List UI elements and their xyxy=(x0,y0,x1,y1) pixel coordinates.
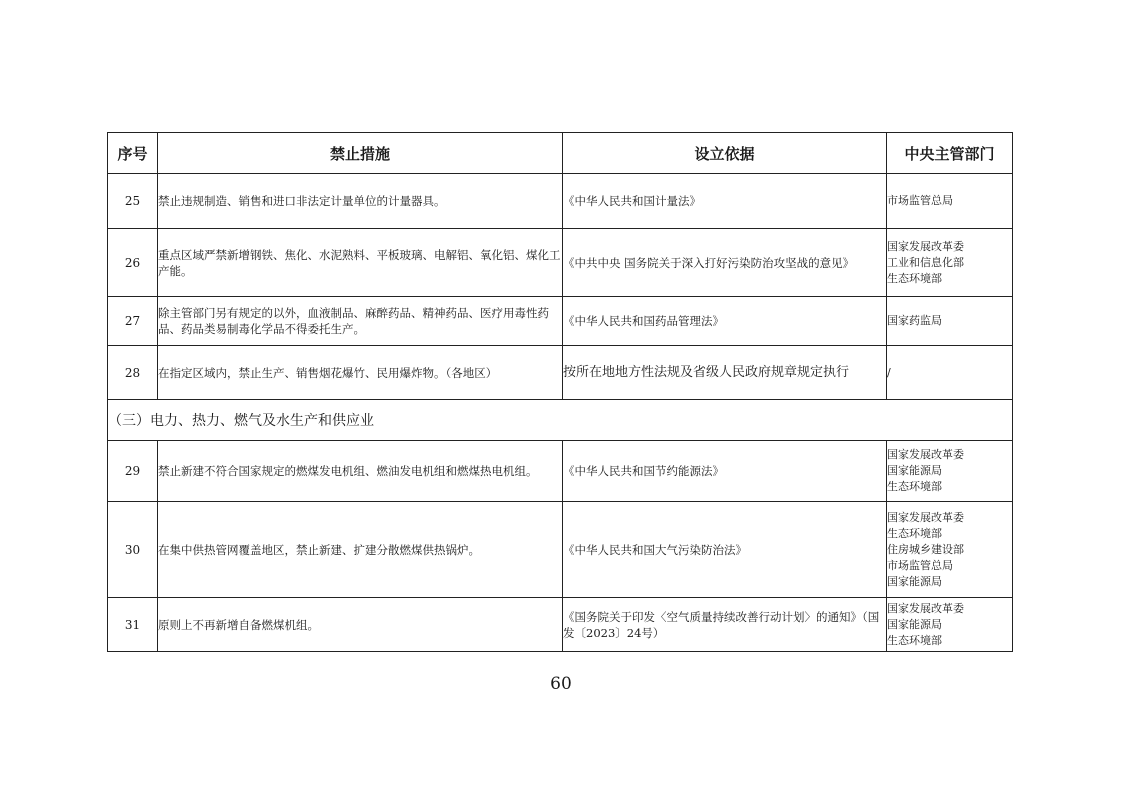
row-no: 30 xyxy=(108,502,158,598)
row-no: 28 xyxy=(108,346,158,400)
section-row xyxy=(108,400,1013,441)
row-measure: 禁止新建不符合国家规定的燃煤发电机组、燃油发电机组和燃煤热电机组。 xyxy=(158,441,563,502)
dept-item: 国家发展改革委 xyxy=(887,239,964,253)
row-dept xyxy=(887,441,1013,502)
row-dept xyxy=(887,297,1013,346)
row-dept xyxy=(887,502,1013,598)
dept-item: 国家发展改革委 xyxy=(887,510,964,524)
row-measure: 原则上不再新增自备燃煤机组。 xyxy=(158,598,563,652)
row-basis: 《中共中央 国务院关于深入打好污染防治攻坚战的意见》 xyxy=(563,229,887,297)
regulation-table xyxy=(107,132,1013,652)
page-number: 60 xyxy=(550,674,572,694)
table-row xyxy=(108,229,1013,297)
dept-item: 市场监管总局 xyxy=(887,194,953,207)
dept-item: 生态环境部 xyxy=(887,526,942,540)
dept-item: 国家发展改革委 xyxy=(887,601,964,615)
dept-item: 国家能源局 xyxy=(887,617,942,631)
row-dept xyxy=(887,598,1013,652)
row-measure: 在指定区域内，禁止生产、销售烟花爆竹、民用爆炸物。（各地区） xyxy=(158,346,563,400)
row-basis: 按所在地地方性法规及省级人民政府规章规定执行 xyxy=(563,346,887,400)
table-row xyxy=(108,297,1013,346)
row-measure: 在集中供热管网覆盖地区，禁止新建、扩建分散燃煤供热锅炉。 xyxy=(158,502,563,598)
row-basis: 《中华人民共和国药品管理法》 xyxy=(563,297,887,346)
table-row xyxy=(108,502,1013,598)
row-dept xyxy=(887,229,1013,297)
row-dept xyxy=(887,174,1013,229)
row-basis: 《中华人民共和国计量法》 xyxy=(563,174,887,229)
row-measure: 除主管部门另有规定的以外，血液制品、麻醉药品、精神药品、医疗用毒性药品、药品类易制毒化学品不得委托生产。 xyxy=(158,297,563,346)
row-dept xyxy=(887,346,1013,400)
table-row xyxy=(108,441,1013,502)
dept-item: / xyxy=(887,365,891,379)
row-no: 29 xyxy=(108,441,158,502)
section-title: （三）电力、热力、燃气及水生产和供应业 xyxy=(108,400,1013,441)
table-row xyxy=(108,598,1013,652)
dept-item: 国家发展改革委 xyxy=(887,448,964,461)
header-basis: 设立依据 xyxy=(563,133,887,174)
row-no: 25 xyxy=(108,174,158,229)
dept-item: 工业和信息化部 xyxy=(887,255,964,269)
row-basis: 《中华人民共和国大气污染防治法》 xyxy=(563,502,887,598)
row-no: 26 xyxy=(108,229,158,297)
dept-item: 生态环境部 xyxy=(887,480,942,493)
dept-item: 住房城乡建设部 xyxy=(887,542,964,556)
header-no: 序号 xyxy=(108,133,158,174)
row-basis: 《国务院关于印发〈空气质量持续改善行动计划〉的通知》（国发〔2023〕24号） xyxy=(563,598,887,652)
table-row xyxy=(108,346,1013,400)
dept-item: 国家能源局 xyxy=(887,464,942,477)
dept-item: 国家药监局 xyxy=(887,314,942,327)
row-no: 27 xyxy=(108,297,158,346)
header-dept: 中央主管部门 xyxy=(887,133,1013,174)
dept-item: 国家能源局 xyxy=(887,574,942,588)
row-measure: 禁止违规制造、销售和进口非法定计量单位的计量器具。 xyxy=(158,174,563,229)
dept-item: 生态环境部 xyxy=(887,633,942,647)
table-header-row xyxy=(108,133,1013,174)
row-measure: 重点区域严禁新增钢铁、焦化、水泥熟料、平板玻璃、电解铝、氧化铝、煤化工产能。 xyxy=(158,229,563,297)
dept-item: 市场监管总局 xyxy=(887,558,953,572)
dept-item: 生态环境部 xyxy=(887,271,942,285)
table-row xyxy=(108,174,1013,229)
header-measure: 禁止措施 xyxy=(158,133,563,174)
row-no: 31 xyxy=(108,598,158,652)
row-basis: 《中华人民共和国节约能源法》 xyxy=(563,441,887,502)
